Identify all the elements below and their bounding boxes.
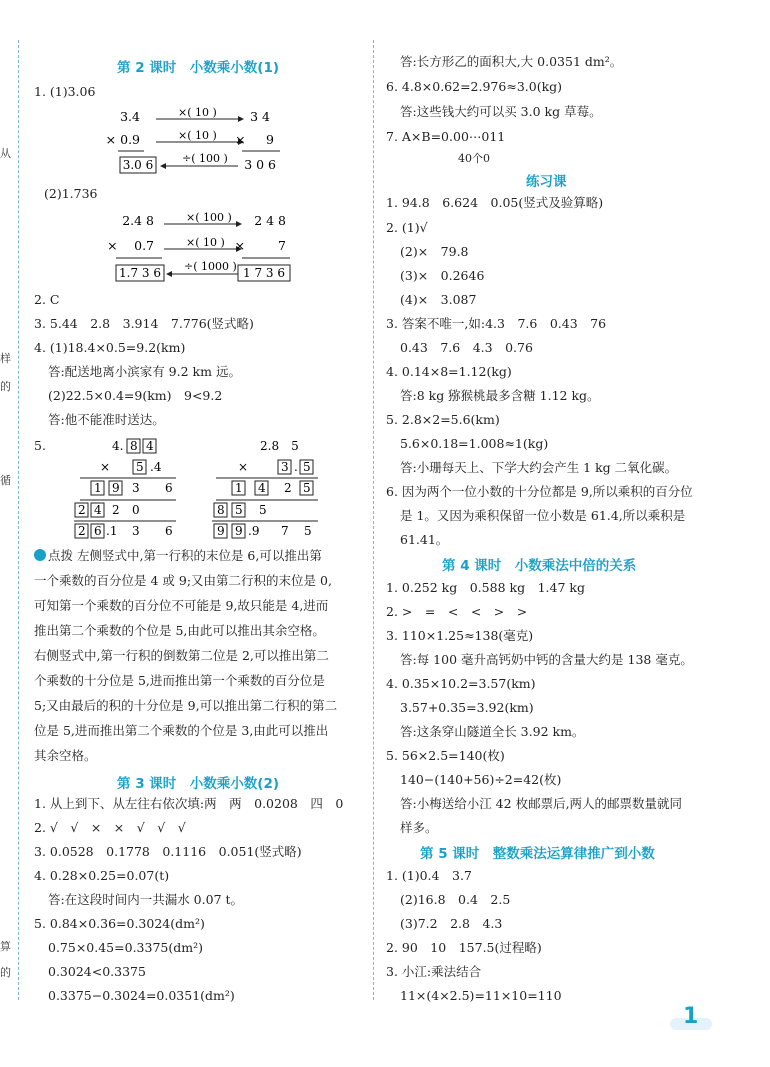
svg-text:.1: .1 (106, 524, 118, 538)
column-divider (373, 40, 374, 1000)
svg-text:3.4: 3.4 (120, 109, 140, 124)
margin-fragment: 的 (0, 966, 11, 979)
svg-text:3: 3 (132, 481, 140, 495)
margin-fragment: 的 (0, 380, 11, 393)
p6-line3: 61.41。 (400, 532, 449, 547)
svg-text:0: 0 (132, 503, 140, 517)
svg-text:× 7: × 7 (234, 238, 286, 253)
svg-text:4: 4 (94, 503, 102, 517)
svg-text:÷( 100 ): ÷( 100 ) (182, 152, 228, 165)
q4-line2: 答:配送地离小滨家有 9.2 km 远。 (48, 364, 241, 379)
u1-line1: 1. (1)0.4 3.7 (386, 868, 472, 883)
t3-line2: 答:每 100 毫升高钙奶中钙的含量大约是 138 毫克。 (400, 652, 693, 667)
svg-text:1: 1 (235, 481, 243, 495)
p1: 1. 94.8 6.624 0.05(竖式及验算略) (386, 195, 604, 210)
q1-part2: (2)1.736 (44, 186, 98, 201)
svg-text:×: × (238, 460, 249, 474)
q3: 3. 5.44 2.8 3.914 7.776(竖式略) (34, 316, 254, 331)
svg-text:3: 3 (281, 460, 289, 474)
s3: 3. 0.0528 0.1778 0.1116 0.051(竖式略) (34, 844, 302, 859)
svg-text:3 4: 3 4 (250, 109, 270, 124)
q1-part1: 1. (1)3.06 (34, 84, 96, 99)
p4-line2: 答:8 kg 猕猴桃最多含糖 1.12 kg。 (400, 388, 600, 403)
q4-line3: (2)22.5×0.4=9(km) 9<9.2 (48, 388, 223, 403)
svg-text:6: 6 (94, 524, 102, 538)
r7-line2: 40个0 (458, 152, 490, 165)
s2: 2. √ √ × × √ √ √ (34, 820, 186, 835)
p3-line2: 0.43 7.6 4.3 0.76 (400, 340, 533, 355)
svg-text:2: 2 (78, 524, 86, 538)
svg-text:×: × (100, 460, 111, 474)
svg-text:×( 10 ): ×( 10 ) (178, 129, 217, 142)
svg-text:7: 7 (281, 524, 289, 538)
p6-line1: 6. 因为两个一位小数的十分位都是 9,所以乘积的百分位 (386, 484, 693, 499)
page-number: 1 (683, 1004, 699, 1029)
t3-line1: 3. 110×1.25≈138(毫克) (386, 628, 534, 643)
q2: 2. C (34, 292, 60, 307)
q5-label: 5. (34, 438, 46, 453)
svg-text:3 0 6: 3 0 6 (244, 157, 276, 172)
svg-text:6: 6 (165, 481, 173, 495)
tip-line-5: 右侧竖式中,第一行积的倒数第二位是 2,可以推出第二 (34, 648, 329, 663)
s5-line4: 0.3375−0.3024=0.0351(dm²) (48, 988, 235, 1003)
p3-line1: 3. 答案不唯一,如:4.3 7.6 0.43 76 (386, 316, 607, 331)
p2-line2: (2)× 79.8 (400, 244, 469, 259)
svg-text:9: 9 (235, 524, 243, 538)
s5-line3: 0.3024<0.3375 (48, 964, 146, 979)
svg-text:9: 9 (217, 524, 225, 538)
q4-line1: 4. (1)18.4×0.5=9.2(km) (34, 340, 186, 355)
t2: 2. > = < < > > (386, 604, 528, 619)
lesson2-heading: 第 2 课时 小数乘小数(1) (117, 60, 280, 76)
margin-fragment: 从 (0, 147, 11, 160)
s4-line2: 答:在这段时间内一共漏水 0.07 t。 (48, 892, 244, 907)
p2-line1: 2. (1)√ (386, 220, 428, 235)
svg-text:2: 2 (112, 503, 120, 517)
left-margin-dashes (18, 40, 19, 1000)
s4-line1: 4. 0.28×0.25=0.07(t) (34, 868, 170, 883)
svg-text:× 0.9: × 0.9 (105, 132, 140, 147)
svg-text:÷( 1000 ): ÷( 1000 ) (184, 260, 237, 273)
margin-fragment: 算 (0, 940, 11, 953)
svg-text:1: 1 (94, 481, 102, 495)
svg-text:8: 8 (130, 439, 138, 453)
r6-line1: 6. 4.8×0.62=2.976≈3.0(kg) (386, 79, 563, 94)
tip-line-7: 5;又由最后的积的十分位是 9,可以推出第二行积的第二 (34, 698, 338, 713)
svg-text:4: 4 (146, 439, 154, 453)
svg-text:5: 5 (304, 524, 312, 538)
q4-line4: 答:他不能准时送达。 (48, 412, 165, 427)
tip-line-4: 推出第二个乘数的个位是 5,由此可以推出其余空格。 (34, 623, 325, 638)
svg-text:× 9: × 9 (235, 132, 274, 147)
s1: 1. 从上到下、从左往右依次填:两 两 0.0208 四 0 (34, 796, 344, 811)
tip-icon (34, 549, 46, 561)
t5-line3: 答:小梅送给小江 42 枚邮票后,两人的邮票数量就同 (400, 796, 683, 811)
vertical-calc-4 (208, 436, 328, 542)
t5-line2: 140−(140+56)÷2=42(枚) (400, 772, 562, 787)
svg-text:×( 10 ): ×( 10 ) (186, 236, 225, 249)
p2-line4: (4)× 3.087 (400, 292, 477, 307)
svg-text:.: . (294, 460, 298, 474)
s5-line2: 0.75×0.45=0.3375(dm²) (48, 940, 203, 955)
u1-line3: (3)7.2 2.8 4.3 (400, 916, 503, 931)
svg-text:2: 2 (78, 503, 86, 517)
p5-line2: 5.6×0.18=1.008≈1(kg) (400, 436, 549, 451)
svg-text:2.8 5: 2.8 5 (260, 439, 299, 453)
svg-text:.4: .4 (150, 460, 162, 474)
svg-text:3: 3 (132, 524, 140, 538)
svg-text:5: 5 (303, 481, 311, 495)
t4-line1: 4. 0.35×10.2=3.57(km) (386, 676, 536, 691)
vertical-calc-1 (105, 106, 290, 178)
svg-text:6: 6 (165, 524, 173, 538)
lesson3-heading: 第 3 课时 小数乘小数(2) (117, 776, 280, 792)
u3-line1: 3. 小江:乘法结合 (386, 964, 482, 979)
svg-text:2: 2 (284, 481, 292, 495)
p6-line2: 是 1。又因为乘积保留一位小数是 61.4,所以乘积是 (400, 508, 686, 523)
svg-text:8: 8 (217, 503, 225, 517)
svg-text:5: 5 (136, 460, 144, 474)
lesson5-heading: 第 5 课时 整数乘法运算律推广到小数 (420, 846, 655, 862)
t1: 1. 0.252 kg 0.588 kg 1.47 kg (386, 580, 585, 595)
svg-text:× 0.7: × 0.7 (107, 238, 154, 253)
tip-line-9: 其余空格。 (34, 748, 97, 763)
tip-line-3: 可知第一个乘数的百分位不可能是 9,故只能是 4,进而 (34, 598, 329, 613)
op-label: ×( 10 ) (178, 106, 217, 119)
vertical-calc-2 (107, 210, 300, 286)
p5-line3: 答:小珊每天上、下学大约会产生 1 kg 二氧化碳。 (400, 460, 678, 475)
u2: 2. 90 10 157.5(过程略) (386, 940, 542, 955)
p4-line1: 4. 0.14×8=1.12(kg) (386, 364, 512, 379)
r6-line2: 答:这些钱大约可以买 3.0 kg 草莓。 (400, 104, 602, 119)
svg-text:5: 5 (259, 503, 267, 517)
svg-text:4: 4 (258, 481, 266, 495)
svg-text:5: 5 (235, 503, 243, 517)
svg-text:×( 100 ): ×( 100 ) (186, 211, 232, 224)
r-answer-area: 答:长方形乙的面积大,大 0.0351 dm²。 (400, 54, 623, 69)
p5-line1: 5. 2.8×2=5.6(km) (386, 412, 500, 427)
svg-text:1.7 3 6: 1.7 3 6 (119, 266, 161, 280)
svg-text:1 7 3 6: 1 7 3 6 (243, 266, 285, 280)
t4-line2: 3.57+0.35=3.92(km) (400, 700, 534, 715)
t5-line1: 5. 56×2.5=140(枚) (386, 748, 505, 763)
vertical-calc-3 (72, 436, 192, 542)
lesson4-heading: 第 4 课时 小数乘法中倍的关系 (442, 558, 637, 574)
margin-fragment: 循 (0, 474, 11, 487)
svg-text:.9: .9 (248, 524, 260, 538)
svg-text:2 4 8: 2 4 8 (254, 213, 286, 228)
svg-text:2.4 8: 2.4 8 (122, 213, 154, 228)
tip-line-1: 点拨 左侧竖式中,第一行积的末位是 6,可以推出第 (34, 548, 322, 564)
u1-line2: (2)16.8 0.4 2.5 (400, 892, 511, 907)
t5-line4: 样多。 (400, 820, 438, 835)
u3-line2: 11×(4×2.5)=11×10=110 (400, 988, 562, 1003)
svg-text:5: 5 (303, 460, 311, 474)
svg-text:9: 9 (112, 481, 120, 495)
margin-fragment: 样 (0, 352, 11, 365)
svg-text:4.: 4. (112, 439, 124, 453)
t4-line3: 答:这条穿山隧道全长 3.92 km。 (400, 724, 585, 739)
tip-line-6: 个乘数的十分位是 5,进而推出第一个乘数的百分位是 (34, 673, 325, 688)
practice-heading: 练习课 (526, 174, 567, 190)
r7-line1: 7. A×B=0.00⋯011 (386, 129, 506, 144)
tip-line-8: 位是 5,进而推出第二个乘数的个位是 3,由此可以推出 (34, 723, 329, 738)
tip-line-2: 一个乘数的百分位是 4 或 9;又由第二行积的末位是 0, (34, 573, 332, 588)
s5-line1: 5. 0.84×0.36=0.3024(dm²) (34, 916, 205, 931)
p2-line3: (3)× 0.2646 (400, 268, 485, 283)
svg-text:3.0 6: 3.0 6 (122, 158, 154, 172)
